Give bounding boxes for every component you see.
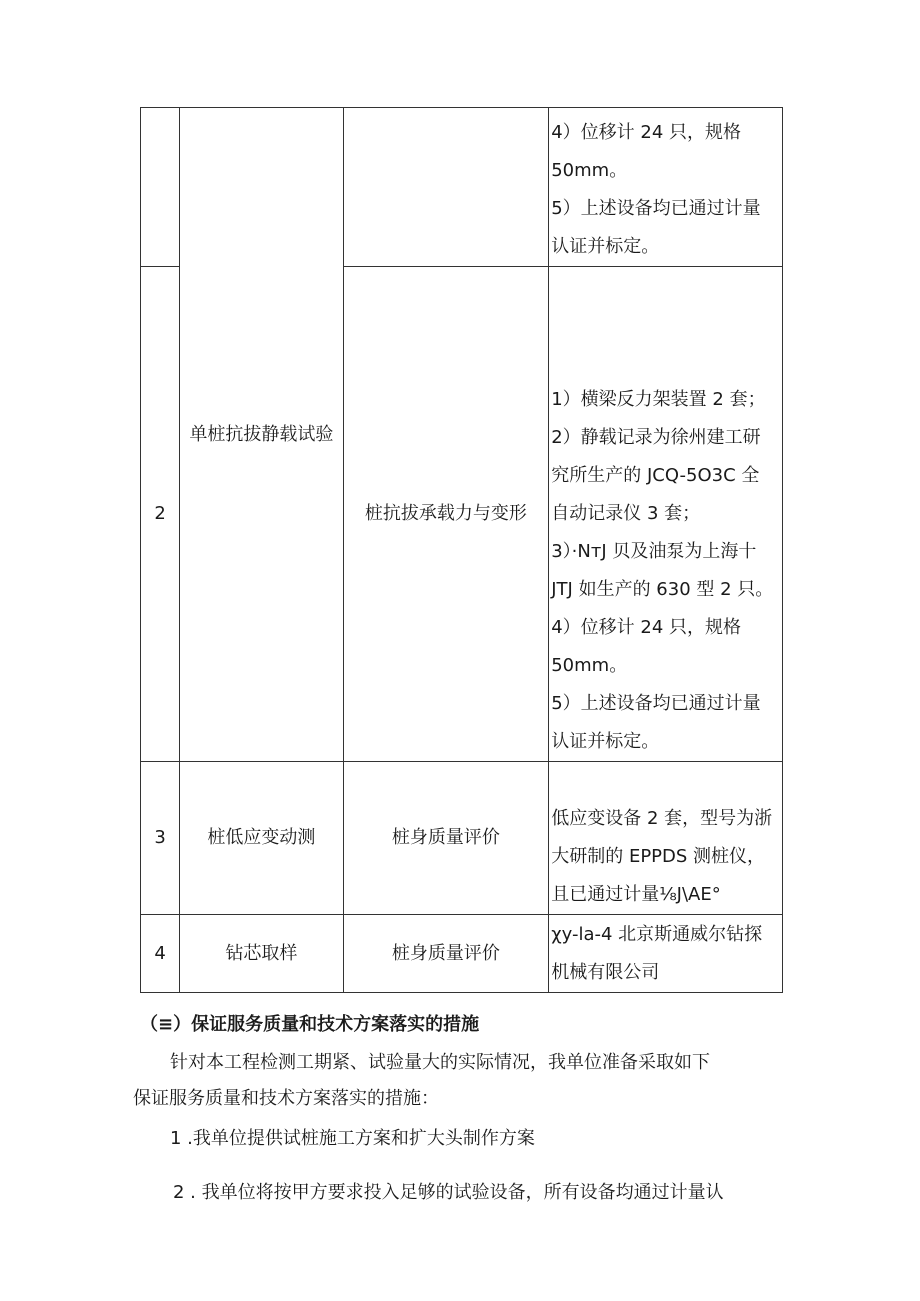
row-number-cell: 4 [141, 915, 180, 993]
equipment-line: 3）·NтJ 贝及油泵为上海十 [551, 541, 757, 562]
equipment-line: 5）上述设备均已通过计量 [551, 693, 761, 714]
equipment-line: 2）静载记录为徐州建工研 [551, 427, 761, 448]
equipment-line: 4）位移计 24 只，规格 [551, 617, 742, 638]
equipment-line: 机械有限公司 [551, 962, 660, 983]
equipment-line: 5）上述设备均已通过计量 [551, 198, 761, 219]
equipment-line: 认证并标定。 [551, 236, 660, 257]
equipment-line: 究所生产的 JCQ-5O3C 全 [551, 465, 760, 486]
row-number-cell [141, 108, 180, 267]
list-item: 2 . 我单位将按甲方要求投入足够的试验设备，所有设备均通过计量认 [173, 1182, 724, 1203]
test-content-cell: 桩身质量评价 [343, 915, 549, 993]
test-content-cell: 桩身质量评价 [343, 762, 549, 915]
row-number-cell: 3 [141, 762, 180, 915]
test-method-cell: 单桩抗拔静载试验 [180, 108, 344, 762]
row-number-cell: 2 [141, 267, 180, 762]
equipment-line: 认证并标定。 [551, 731, 660, 752]
equipment-line: 大研制的 EPPDS 测桩仪， [551, 846, 766, 867]
equipment-line: 自动记录仪 3 套； [551, 503, 701, 524]
test-method-cell: 桩低应变动测 [180, 762, 344, 915]
equipment-cell [549, 762, 783, 915]
test-method-cell: 钻芯取样 [180, 915, 344, 993]
equipment-line: χy-la-4 北京斯通威尔钻探 [551, 924, 763, 945]
test-content-cell [343, 108, 549, 267]
table-row [141, 915, 783, 993]
table-row [141, 762, 783, 915]
section-heading: （≡）保证服务质量和技术方案落实的措施 [140, 1014, 480, 1035]
equipment-line: 低应变设备 2 套，型号为浙 [551, 808, 773, 829]
equipment-line: 且已通过计量⅛J\AE° [551, 884, 721, 905]
test-content-cell: 桩抗拔承载力与变形 [343, 267, 549, 762]
equipment-table [140, 107, 783, 993]
equipment-line: 50mm。 [551, 160, 628, 181]
paragraph-line: 保证服务质量和技术方案落实的措施： [133, 1088, 439, 1109]
paragraph-line: 针对本工程检测工期紧、试验量大的实际情况，我单位准备采取如下 [170, 1052, 710, 1073]
list-item: 1 .我单位提供试桩施工方案和扩大头制作方案 [170, 1128, 535, 1149]
equipment-line: 4）位移计 24 只，规格 [551, 122, 742, 143]
equipment-cell [549, 915, 783, 993]
equipment-cell [549, 267, 783, 762]
equipment-line: 1）横梁反力架装置 2 套； [551, 389, 766, 410]
table-row [141, 108, 783, 267]
equipment-cell [549, 108, 783, 267]
equipment-line: 50mm。 [551, 655, 628, 676]
equipment-line: JTJ 如生产的 630 型 2 只。 [551, 579, 774, 600]
